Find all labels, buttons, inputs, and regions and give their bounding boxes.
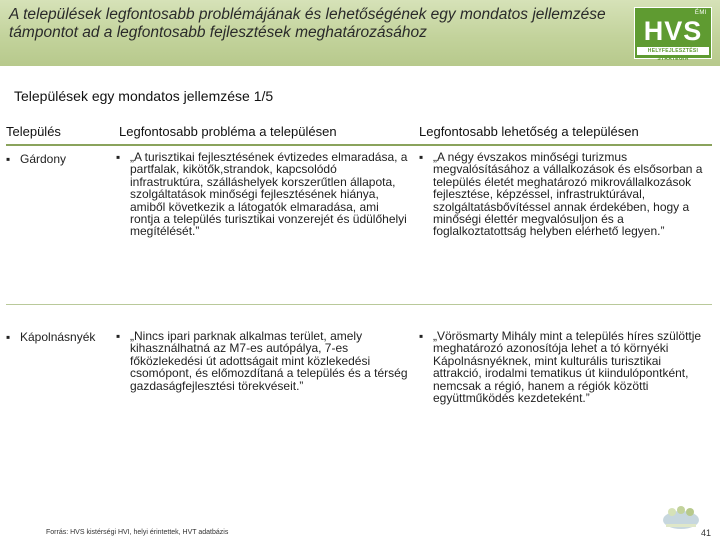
section-subtitle: Települések egy mondatos jellemzése 1/5 (14, 88, 274, 104)
bullet: ▪ (116, 329, 121, 343)
settlement-name: Gárdony (20, 152, 67, 166)
page-number: 41 (701, 528, 712, 538)
bullet: ▪ (419, 329, 424, 343)
opportunity-text: „A négy évszakos minőségi turizmus megvalósításához a vállalkozások és elsősorban a település életét meghatározó mikrovállalkozások fejlesztése, képzéssel, infrastruktúrával, szolgáltatásbővítéssel annak érdekében, hogy a minőségi élettér megvalósuljon és a foglalkoztatottság helyben elérhető legyen.” (433, 150, 703, 239)
hvs-logo (634, 7, 712, 62)
settlement-name: Kápolnásnyék (20, 330, 96, 344)
logo-main-text: HVS (643, 16, 703, 46)
row-divider (6, 304, 712, 305)
bullet: ▪ (6, 152, 11, 166)
column-header-settlement: Település (6, 124, 61, 139)
table-row-settlement (6, 153, 114, 165)
table-row-problem (116, 330, 408, 392)
column-header-problem: Legfontosabb probléma a településen (119, 124, 337, 139)
logo-top-text: ÉMI (694, 10, 707, 16)
column-header-opportunity: Legfontosabb lehetőség a településen (419, 124, 639, 139)
opportunity-text: „Vörösmarty Mihály mint a település híres szülöttje meghatározó azonosítója lehet a tó környéki Kápolnásnyéknek, mint kulturális turisztikai attrakció, irodalmi tematikus út kiindulópontként, nemcsak a régió, hanem a régiók közötti együttműködés kezdeteként.” (433, 329, 702, 406)
bullet: ▪ (6, 330, 11, 344)
footer-logo-icon (660, 503, 702, 533)
problem-text: „Nincs ipari parknak alkalmas terület, amely kihasználhatná az M7-es autópálya, 7-es főközlekedési út adottságait mint közlekedési csomópont, és előmozdítaná a település és a térség gazdaságfejlesztési törekvéseit.” (130, 329, 408, 393)
logo-sub-text: HELYFEJLESZTÉSI STRATÉGIA (637, 47, 709, 55)
problem-text: „A turisztikai fejlesztésének évtizedes elmaradása, a partfalak, kikötők,strandok, kapcsolódó infrastruktúra, szálláshelyek korszerűtlen állapota, szolgáltatások minőségi fejlesztésének hiánya, amiből következik a látogatók elmaradása, ami rontja a település turisztikai vonzerejét és üdülőhelyi megítélését.” (130, 150, 408, 239)
page-title: A települések legfontosabb problémájának és lehetőségének egy mondatos jellemzése támpontot ad a legfontosabb fejlesztések meghatározásához (9, 6, 606, 41)
source-note: Forrás: HVS kistérségi HVI, helyi érintettek, HVT adatbázis (46, 529, 229, 536)
table-row-settlement (6, 331, 114, 343)
header-rule (6, 144, 712, 146)
bullet: ▪ (116, 150, 121, 164)
table-row-opportunity (419, 151, 709, 238)
table-row-problem (116, 151, 408, 238)
header-banner (0, 0, 720, 66)
table-row-opportunity (419, 330, 709, 404)
bullet: ▪ (419, 150, 424, 164)
